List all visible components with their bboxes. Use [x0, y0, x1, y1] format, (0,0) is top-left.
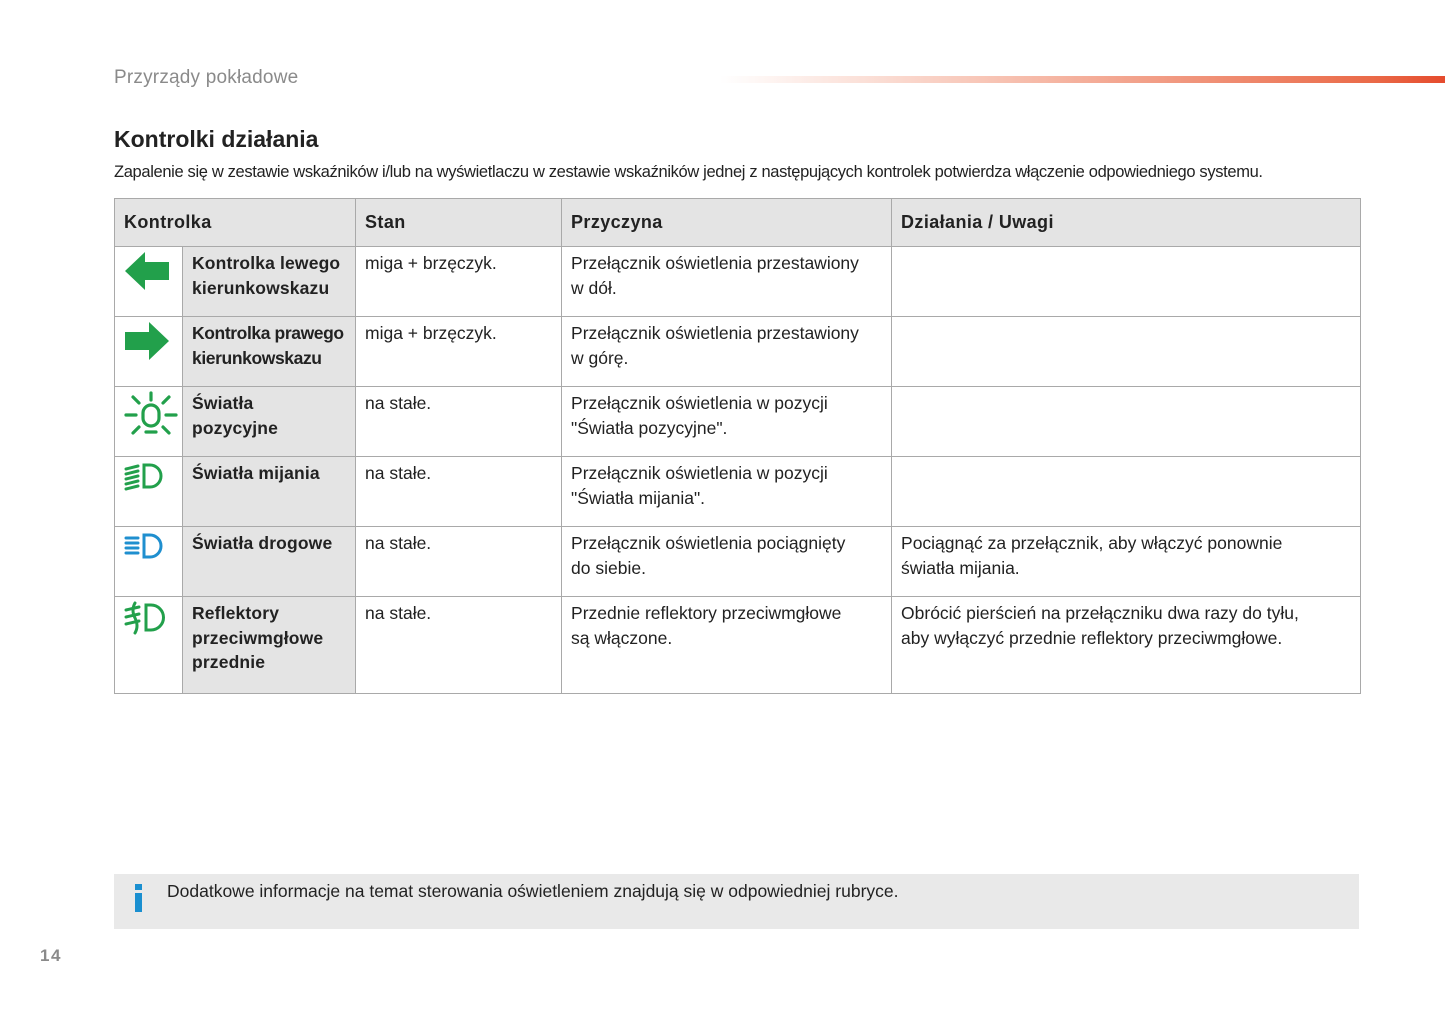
state-cell: na stałe.: [356, 457, 562, 527]
table-row: [115, 597, 1361, 694]
column-header-dzialania: Działania / Uwagi: [892, 199, 1361, 247]
header-accent-bar: [720, 76, 1445, 83]
cause-cell: Przednie reflektory przeciwmgłowe są włączone.: [562, 597, 892, 694]
state-cell: na stałe.: [356, 597, 562, 694]
intro-paragraph: Zapalenie się w zestawie wskaźników i/lub na wyświetlaczu w zestawie wskaźników jednej z następujących kontrolek potwierdza włączenie odpowiedniego systemu.: [114, 163, 1263, 181]
state-cell: na stałe.: [356, 387, 562, 457]
table-header-row: [115, 199, 1361, 247]
table-row: [115, 457, 1361, 527]
indicator-name: Reflektory przeciwmgłowe przednie: [183, 597, 356, 694]
remarks-cell: Pociągnąć za przełącznik, aby włączyć ponownie światła mijania.: [892, 527, 1361, 597]
section-header-label: Przyrządy pokładowe: [114, 67, 299, 88]
cause-cell: Przełącznik oświetlenia przestawiony w dół.: [562, 247, 892, 317]
remarks-cell: [892, 457, 1361, 527]
cause-cell: Przełącznik oświetlenia pociągnięty do siebie.: [562, 527, 892, 597]
remarks-cell: [892, 247, 1361, 317]
indicator-icon-cell: [115, 247, 183, 317]
page-title: Kontrolki działania: [114, 126, 319, 152]
indicator-name: Kontrolka prawego kierunkowskazu: [183, 317, 356, 387]
indicator-name: Światła drogowe: [183, 527, 356, 597]
indicator-icon-cell: [115, 527, 183, 597]
info-note: [114, 874, 1359, 929]
indicator-icon-cell: [115, 387, 183, 457]
indicator-icon-cell: [115, 317, 183, 387]
column-header-stan: Stan: [356, 199, 562, 247]
table-row: [115, 317, 1361, 387]
warning-lights-table: [114, 198, 1361, 694]
main-beam-icon: [124, 531, 166, 561]
remarks-cell: Obrócić pierścień na przełączniku dwa razy do tyłu, aby wyłączyć przednie reflektory przeciwmgłowe.: [892, 597, 1361, 694]
front-fog-lamp-icon: [124, 601, 168, 635]
position-lights-icon: [124, 391, 178, 441]
indicator-name: Światła mijania: [183, 457, 356, 527]
state-cell: miga + brzęczyk.: [356, 317, 562, 387]
remarks-cell: [892, 317, 1361, 387]
dipped-beam-icon: [124, 461, 166, 491]
indicator-icon-cell: [115, 457, 183, 527]
cause-cell: Przełącznik oświetlenia w pozycji "Światła pozycyjne".: [562, 387, 892, 457]
indicator-name: Światła pozycyjne: [183, 387, 356, 457]
table-row: [115, 387, 1361, 457]
remarks-cell: [892, 387, 1361, 457]
table-row: [115, 527, 1361, 597]
state-cell: miga + brzęczyk.: [356, 247, 562, 317]
table-row: [115, 247, 1361, 317]
cause-cell: Przełącznik oświetlenia w pozycji "Światła mijania".: [562, 457, 892, 527]
column-header-kontrolka: Kontrolka: [115, 199, 356, 247]
state-cell: na stałe.: [356, 527, 562, 597]
column-header-przyczyna: Przyczyna: [562, 199, 892, 247]
info-text: Dodatkowe informacje na temat sterowania oświetleniem znajdują się w odpowiedniej rubryce.: [167, 881, 899, 901]
page-number: 14: [40, 946, 62, 965]
cause-cell: Przełącznik oświetlenia przestawiony w górę.: [562, 317, 892, 387]
right-arrow-icon: [124, 321, 170, 361]
indicator-name: Kontrolka lewego kierunkowskazu: [183, 247, 356, 317]
indicator-icon-cell: [115, 597, 183, 694]
info-icon: [133, 884, 145, 912]
left-arrow-icon: [124, 251, 170, 291]
